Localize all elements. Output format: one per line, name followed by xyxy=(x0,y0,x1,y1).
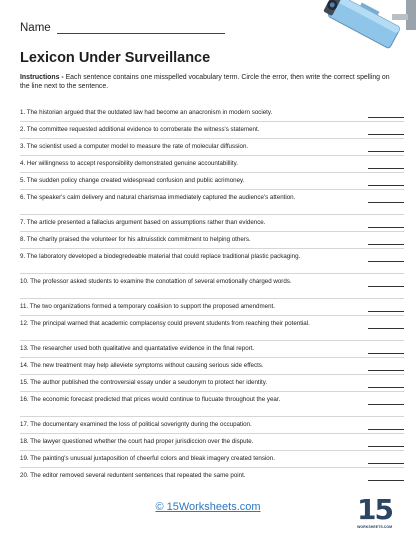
question-row xyxy=(20,379,404,388)
divider xyxy=(20,121,404,122)
divider xyxy=(20,340,404,341)
divider xyxy=(20,467,404,468)
answer-line[interactable] xyxy=(368,202,404,203)
answer-line[interactable] xyxy=(368,353,404,354)
question-text: 20. The editor removed several reduntent sentences that repeated the same point. xyxy=(20,472,246,479)
answer-line[interactable] xyxy=(368,480,404,481)
divider xyxy=(20,298,404,299)
question-text: 1. The historian argued that the outdated law had become an anacronism in modern society. xyxy=(20,109,273,116)
instructions-text: Each sentence contains one misspelled vocabulary term. Circle the error, then write the correct spelling on the line next to the sentence. xyxy=(20,74,390,91)
logo-wordmark: WORKSHEETS.COM xyxy=(357,525,393,529)
question-row xyxy=(20,126,404,135)
name-line[interactable] xyxy=(57,22,225,34)
question-text: 19. The painting's unusual juxtaposition of cheerful colors and bleak imagery created tension. xyxy=(20,455,275,462)
answer-line[interactable] xyxy=(368,429,404,430)
question-text: 5. The sudden policy change created widespread confusion and public acrimoney. xyxy=(20,177,245,184)
question-text: 16. The economic forecast predicted that prices would continue to flucuate throughout the year. xyxy=(20,396,281,403)
answer-line[interactable] xyxy=(368,286,404,287)
answer-line[interactable] xyxy=(368,404,404,405)
brand-logo xyxy=(357,495,391,531)
question-row xyxy=(20,455,404,464)
answer-line[interactable] xyxy=(368,151,404,152)
question-text: 10. The professor asked students to examine the conotattion of several emotionally charged words. xyxy=(20,278,292,285)
question-row xyxy=(20,143,404,152)
question-row xyxy=(20,345,404,354)
answer-line[interactable] xyxy=(368,244,404,245)
question-text: 6. The speaker's calm delivery and natural charismaa immediately captured the audience's attention. xyxy=(20,194,296,201)
question-row xyxy=(20,421,404,430)
divider xyxy=(20,315,404,316)
divider xyxy=(20,248,404,249)
divider xyxy=(20,416,404,417)
question-text: 17. The documentary examined the loss of political soverignty during the occupation. xyxy=(20,421,252,428)
copyright-link[interactable]: © 15Worksheets.com xyxy=(155,501,261,513)
footer xyxy=(0,501,416,513)
divider xyxy=(20,189,404,190)
answer-line[interactable] xyxy=(368,168,404,169)
question-text: 2. The committee requested additional evidence to corroberate the witness's statement. xyxy=(20,126,260,133)
question-row xyxy=(20,396,404,405)
question-text: 9. The laboratory developed a biodegredeable material that could replace traditional plastic packaging. xyxy=(20,253,301,260)
name-label: Name xyxy=(20,22,51,34)
question-text: 13. The researcher used both qualitative and quantatative evidence in the final report. xyxy=(20,345,255,352)
divider xyxy=(20,172,404,173)
question-row xyxy=(20,438,404,447)
instructions-label: Instructions - xyxy=(20,74,64,81)
logo-number: 15 xyxy=(357,493,392,526)
name-row xyxy=(20,22,225,34)
instructions xyxy=(20,73,400,92)
question-text: 15. The author published the controversial essay under a seudonym to protect her identity. xyxy=(20,379,268,386)
answer-line[interactable] xyxy=(368,370,404,371)
divider xyxy=(20,433,404,434)
question-row xyxy=(20,177,404,186)
question-text: 7. The article presented a fallacius argument based on assumptions rather than evidence. xyxy=(20,219,266,226)
answer-line[interactable] xyxy=(368,463,404,464)
answer-line[interactable] xyxy=(368,311,404,312)
divider xyxy=(20,273,404,274)
answer-line[interactable] xyxy=(368,117,404,118)
divider xyxy=(20,138,404,139)
question-text: 11. The two organizations formed a temporary coalision to support the proposed amendment. xyxy=(20,303,275,310)
divider xyxy=(20,391,404,392)
question-row xyxy=(20,362,404,371)
divider xyxy=(20,357,404,358)
answer-line[interactable] xyxy=(368,328,404,329)
question-row xyxy=(20,236,404,245)
question-row xyxy=(20,303,404,312)
question-row xyxy=(20,109,404,118)
question-row xyxy=(20,472,404,481)
question-row xyxy=(20,278,404,287)
page-title: Lexicon Under Surveillance xyxy=(20,50,211,66)
divider xyxy=(20,231,404,232)
question-text: 12. The principal warned that academic complacensy could prevent students from reaching their potential. xyxy=(20,320,310,327)
question-text: 18. The lawyer questioned whether the court had proper jurisdiccion over the dispute. xyxy=(20,438,254,445)
question-text: 4. Her willingness to accept responsibility demonstrated genuine accountabillity. xyxy=(20,160,238,167)
answer-line[interactable] xyxy=(368,227,404,228)
question-row xyxy=(20,253,404,262)
question-row xyxy=(20,320,404,329)
answer-line[interactable] xyxy=(368,261,404,262)
divider xyxy=(20,450,404,451)
answer-line[interactable] xyxy=(368,134,404,135)
answer-line[interactable] xyxy=(368,387,404,388)
question-text: 3. The scientist used a computer model to measure the rate of molecular diffussion. xyxy=(20,143,249,150)
answer-line[interactable] xyxy=(368,446,404,447)
security-camera-icon xyxy=(322,0,416,62)
question-text: 8. The charity praised the volunteer for his altruisstick commitment to helping others. xyxy=(20,236,251,243)
question-row xyxy=(20,160,404,169)
question-text: 14. The new treatment may help alleviete symptoms without causing serious side effects. xyxy=(20,362,264,369)
question-row xyxy=(20,219,404,228)
divider xyxy=(20,214,404,215)
question-row xyxy=(20,194,404,203)
divider xyxy=(20,155,404,156)
answer-line[interactable] xyxy=(368,185,404,186)
divider xyxy=(20,374,404,375)
